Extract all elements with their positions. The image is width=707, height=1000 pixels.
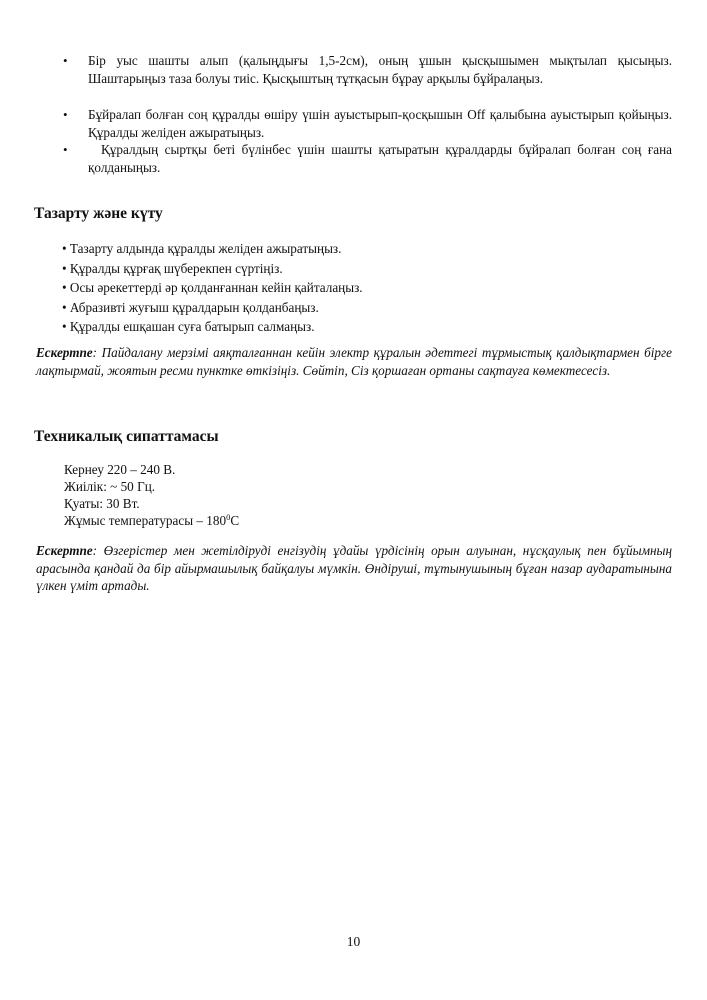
instruction-text: Бір уыс шашты алып (қалыңдығы 1,5-2см), оның ұшын қысқышымен мықтылап қысыңыз. Шаштарыңыз таза болуы тиіс. Қысқыштың тұтқасын бұрау арқылы бұйралаңыз. xyxy=(88,53,672,86)
list-item-text: Құралды құрғақ шүберекпен сүртіңіз. xyxy=(69,260,283,276)
list-item: • Құралды ешқашан суға батырып салмаңыз. xyxy=(62,319,315,334)
changes-note xyxy=(36,542,672,595)
note-label: Ескертпе xyxy=(36,345,93,360)
instruction-bullet xyxy=(40,52,672,87)
bullet-dot: • xyxy=(63,142,68,157)
spec-frequency: Жиілік: ~ 50 Гц. xyxy=(64,479,156,494)
list-item: • Осы әрекеттерді әр қолданғаннан кейін қайталаңыз. xyxy=(62,280,363,295)
cleaning-heading: Тазарту және күту xyxy=(34,205,163,222)
note-label: Ескертпе xyxy=(36,543,93,558)
spec-power: Қуаты: 30 Вт. xyxy=(64,496,140,511)
list-item: • Құралды құрғақ шүберекпен сүртіңіз. xyxy=(62,260,283,276)
list-item-text: Тазарту алдында құралды желіден ажыратыңыз. xyxy=(69,241,342,256)
list-item-text: Осы әрекеттерді әр қолданғаннан кейін қайталаңыз. xyxy=(69,280,363,295)
spec-temperature: Жұмыс температурасы – $180^0С$ xyxy=(64,512,240,528)
instruction-text: Құралдың сыртқы беті бүлінбес үшін шашты қатыратын құралдарды бұйралап болған соң ғана қолданыңыз. xyxy=(88,142,676,175)
specs-list xyxy=(64,461,239,529)
instruction-bullet xyxy=(40,106,672,141)
list-item: • Тазарту алдында құралды желіден ажыратыңыз. xyxy=(62,241,342,256)
list-item-text: Абразивті жуғыш құралдарын қолданбаңыз. xyxy=(69,299,319,315)
page-number: 10 xyxy=(346,934,361,949)
list-item: • Абразивті жуғыш құралдарын қолданбаңыз. xyxy=(62,299,319,315)
specs-heading: Техникалық сипаттамасы xyxy=(34,428,219,445)
bullet-dot: • xyxy=(63,107,68,122)
note-text: : Пайдалану мерзімі аяқталғаннан кейін электр құралын әдеттегі тұрмыстық қалдықтармен бірге лақтырмай, жоятын ресми пунктке өткізіңіз. Сөйтіп, Сіз қоршаған ортаны сақтауға көмектесесіз. xyxy=(36,345,672,378)
spec-voltage: Кернеу 220 – 240 В. xyxy=(64,462,176,477)
disposal-note xyxy=(36,344,672,379)
instruction-text: Бұйралап болған соң құралды өшіру үшін ауыстырып-қосқышын Off қалыбына ауыстырып қойыңыз. Құралды желіден ажыратыңыз. xyxy=(88,107,672,140)
bullet-dot: • xyxy=(63,53,68,68)
list-item-text: Құралды ешқашан суға батырып салмаңыз. xyxy=(69,319,315,334)
cleaning-list xyxy=(62,239,363,337)
note-text: : Өзгерістер мен жетілдіруді енгізудің ұдайы үрдісінің орын алуынан, нұсқаулық пен бұйымның арасында қандай да бір айырмашылық байқалуы мүмкін. Өндіруші, тұтынушының бұған назар аударатынына үлкен үміт артады. xyxy=(36,543,672,593)
instruction-bullet xyxy=(40,141,676,176)
